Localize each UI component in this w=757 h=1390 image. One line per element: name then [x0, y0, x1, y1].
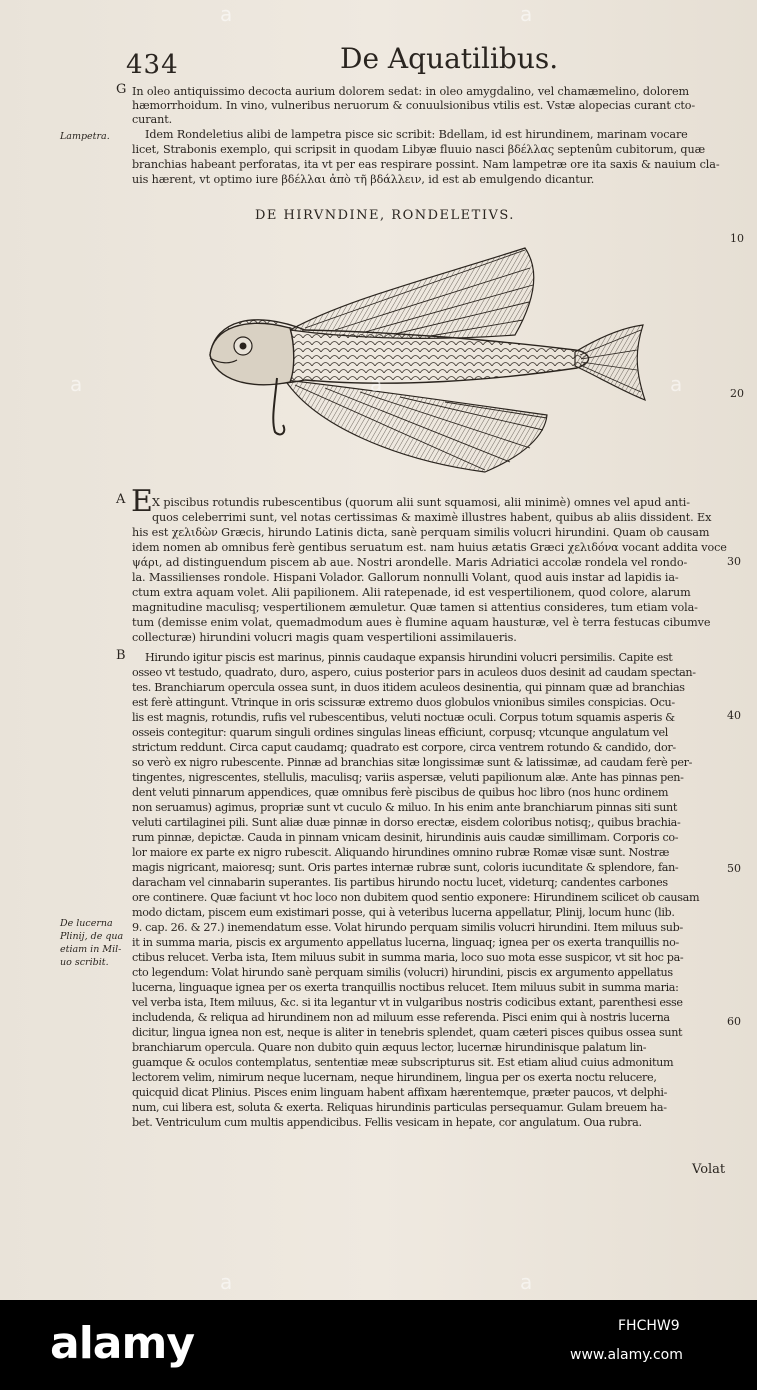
site-url: www.alamy.com: [570, 1347, 683, 1363]
watermark: a: [520, 1270, 533, 1294]
text-line: dicitur, lingua ignea non est, neque is aliter in tenebris splendet, quam cæteri pisces quibus ossea sunt: [132, 1026, 683, 1039]
text-line: lor maiore ex parte ex nigro rubescit. Aliquando hirundines omnino rubræ Romæ visæ sunt. Nostræ: [132, 846, 670, 859]
text-line: collecturæ) hirundini volucri magis quam vespertilioni assimilaueris.: [132, 631, 517, 644]
text-line: osseo vt testudo, quadrato, duro, aspero, cuius posterior pars in aculeos duos desinit ad caudam spectan-: [132, 666, 696, 679]
section-mark-b: B: [116, 648, 126, 663]
text-line: daracham vel cinnabarin superantes. Iis partibus hirundo noctu lucet, videturq; candentes carbones: [132, 876, 668, 889]
text-line: branchias habeant perforatas, ita vt per eas respirare possint. Nam lampetræ ore ita saxis & nauium cla-: [132, 158, 720, 171]
text-line: tingentes, nigrescentes, stellulis, maculisq; variis aspersæ, veluti papilionum alæ. Ante has pinnas pen-: [132, 771, 684, 784]
text-line: bet. Ventriculum cum multis appendicibus. Fellis vesicam in hepate, cor angulatum. Oua rubra.: [132, 1116, 642, 1129]
stock-footer: [0, 1300, 757, 1390]
page-number: 434: [126, 50, 179, 80]
text-line: his est χελιδὼν Græcis, hirundo Latinis dicta, sanè perquam similis volucri hirundini. Quam ob causam: [132, 526, 710, 539]
margin-line-number: 40: [727, 709, 741, 722]
watermark: a: [670, 372, 683, 396]
text-line: modo dictam, piscem eum existimari posse, qui à veteribus lucerna appellatur, Plinij, locum hunc (lib.: [132, 906, 675, 919]
text-line: curant.: [132, 113, 173, 126]
text-line: lis est magnis, rotundis, rufis vel rubescentibus, veluti noctuæ oculi. Corpus totum squamis asperis &: [132, 711, 675, 724]
margin-line-number: 30: [727, 555, 741, 568]
text-line: veluti cartilaginei pili. Sunt aliæ duæ pinnæ in dorso erectæ, eisdem coloribus notisq;, quibus brachia-: [132, 816, 681, 829]
section-mark-g: G: [116, 82, 127, 97]
text-line: cto legendum: Volat hirundo sanè perquam similis (volucri) hirundini, piscis ex argumento appellatus: [132, 966, 673, 979]
text-line: non seruamus) agimus, propriæ sunt vt cuculo & miluo. In his enim ante branchiarum pinnas siti sunt: [132, 801, 678, 814]
text-line: vel verba ista, Item miluus, &c. si ita legantur vt in vulgaribus nostris codicibus extant, parenthesi esse: [132, 996, 683, 1009]
text-line: X piscibus rotundis rubescentibus (quorum alii sunt squamosi, alii minimè) omnes vel apud anti-: [152, 496, 690, 509]
margin-note-lucerna: De lucerna Plinij, de qua etiam in Mil- uo scribit.: [60, 918, 124, 968]
text-line: tes. Branchiarum opercula ossea sunt, in duos itidem aculeos desinentia, qui pinnam quæ ad branchias: [132, 681, 685, 694]
section-title: DE HIRVNDINE, RONDELETIVS.: [255, 208, 515, 223]
text-line: In oleo antiquissimo decocta aurium dolorem sedat: in oleo amygdalino, vel chamæmelino, dolorem: [132, 85, 689, 98]
text-line: la. Massilienses rondole. Hispani Volador. Gallorum nonnulli Volant, quod auis instar ad lapidis ia-: [132, 571, 679, 584]
catchword: Volat: [692, 1162, 726, 1177]
text-line: rum pinnæ, depictæ. Cauda in pinnam vnicam desinit, hirundinis auis caudæ simillimam. Corporis co-: [132, 831, 679, 844]
text-line: est ferè attingunt. Vtrinque in oris scissuræ extremo duos globulos vnionibus similes conspicias. Ocu-: [132, 696, 675, 709]
text-line: ore continere. Quæ faciunt vt hoc loco non dubitem quod sentio exponere: Hirundinem scilicet ob causam: [132, 891, 700, 904]
text-line: uis hærent, vt optimo iure βδέλλαι ἀπὸ τῆ βδάλλειν, id est ab emulgendo dicantur.: [132, 173, 595, 186]
text-line: Idem Rondeletius alibi de lampetra pisce sic scribit: Bdellam, id est hirundinem, marinam vocare: [145, 128, 688, 141]
drop-cap: E: [131, 484, 153, 519]
flying-fish-illustration: [195, 240, 650, 475]
text-line: guamque & oculos contemplatus, sententiæ meæ subscripturus sit. Est etiam aliud cuius admonitum: [132, 1056, 674, 1069]
text-line: idem nomen ab omnibus ferè gentibus seruatum est. nam huius ætatis Græci χελιδόνα vocant addita voce: [132, 541, 727, 554]
image-id: FHCHW9: [618, 1318, 680, 1334]
watermark: a: [520, 2, 533, 26]
text-line: includenda, & reliqua ad hirundinem non ad miluum esse referenda. Pisci enim qui à nostris lucerna: [132, 1011, 670, 1024]
margin-line-number: 50: [727, 862, 741, 875]
text-line: strictum reddunt. Circa caput caudamq; quadrato est corpore, circa ventrem rotundo & candido, dor-: [132, 741, 676, 754]
text-line: ctum extra aquam volet. Alii papilionem. Alii ratepenade, id est vespertilionem, quod colore, alarum: [132, 586, 691, 599]
section-mark-a: A: [116, 492, 126, 507]
text-line: ψάρι, ad distinguendum piscem ab aue. Nostri arondelle. Maris Adriatici accolæ rondela vel rondo-: [132, 556, 688, 569]
text-line: quos celeberrimi sunt, vel notas certissimas & maximè illustres habent, quibus ab aliis dissident. Ex: [152, 511, 712, 524]
text-line: magis nigricant, maioresq; sunt. Oris partes internæ rubræ sunt, coloris iucunditate & splendore, fan-: [132, 861, 679, 874]
text-line: it in summa maria, piscis ex argumento appellatus lucerna, linguaq; ignea per os exerta tranquillis no-: [132, 936, 679, 949]
text-line: quicquid dicat Plinius. Pisces enim linguam habent affixam hærentemque, præter paucos, vt delphi-: [132, 1086, 668, 1099]
text-line: osseis contegitur: quarum singuli ordines singulas lineas efficiunt, corpusq; vtcunque angulatum vel: [132, 726, 669, 739]
text-line: dent veluti pinnarum appendices, quæ omnibus ferè piscibus de quibus hoc libro (nos hunc ordinem: [132, 786, 669, 799]
alamy-logo: alamy: [50, 1318, 194, 1369]
watermark: a: [370, 372, 383, 396]
watermark: a: [220, 1270, 233, 1294]
text-line: hæmorrhoidum. In vino, vulneribus neruorum & conuulsionibus vtilis est. Vstæ alopecias curant cto-: [132, 99, 696, 112]
margin-line-number: 20: [730, 387, 744, 400]
margin-line-number: 10: [730, 232, 744, 245]
margin-line-number: 60: [727, 1015, 741, 1028]
text-line: tum (demisse enim volat, quemadmodum aues è flumine aquam hausturæ, vel è terra festucas cibumve: [132, 616, 711, 629]
text-line: 9. cap. 26. & 27.) inemendatum esse. Volat hirundo perquam similis volucri hirundini. Item miluus sub-: [132, 921, 683, 934]
text-line: magnitudine maculisq; vespertilionem æmuletur. Quæ tamen si attentius consideres, tum etiam vola-: [132, 601, 698, 614]
text-line: Hirundo igitur piscis est marinus, pinnis caudaque expansis hirundini volucri persimilis. Capite est: [145, 651, 673, 664]
running-title: De Aquatilibus.: [340, 42, 559, 75]
margin-note-lampetra: Lampetra.: [60, 131, 110, 142]
watermark: a: [220, 2, 233, 26]
text-line: num, cui libera est, soluta & exerta. Reliquas hirundinis particulas persequamur. Gulam breuem ha-: [132, 1101, 667, 1114]
text-line: licet, Strabonis exemplo, qui scripsit in quodam Libyæ fluuio nasci βδέλλας septenûm cubitorum, quæ: [132, 143, 706, 156]
text-line: lucerna, linguaque ignea per os exerta tranquillis noctibus relucet. Item miluus subit in summa maria:: [132, 981, 679, 994]
text-line: branchiarum opercula. Quare non dubito quin æquus lector, lucernæ hirundinisque palatum lin-: [132, 1041, 647, 1054]
text-line: ctibus relucet. Verba ista, Item miluus subit in summa maria, loco suo mota esse suspicor, vt sit hoc pa-: [132, 951, 684, 964]
text-line: so verò ex nigro rubescente. Pinnæ ad branchias sitæ longissimæ sunt & latissimæ, ad caudam ferè per-: [132, 756, 693, 769]
text-line: lectorem velim, nimirum neque lucernam, neque hirundinem, lingua per os exerta noctu relucere,: [132, 1071, 657, 1084]
watermark: a: [70, 372, 83, 396]
